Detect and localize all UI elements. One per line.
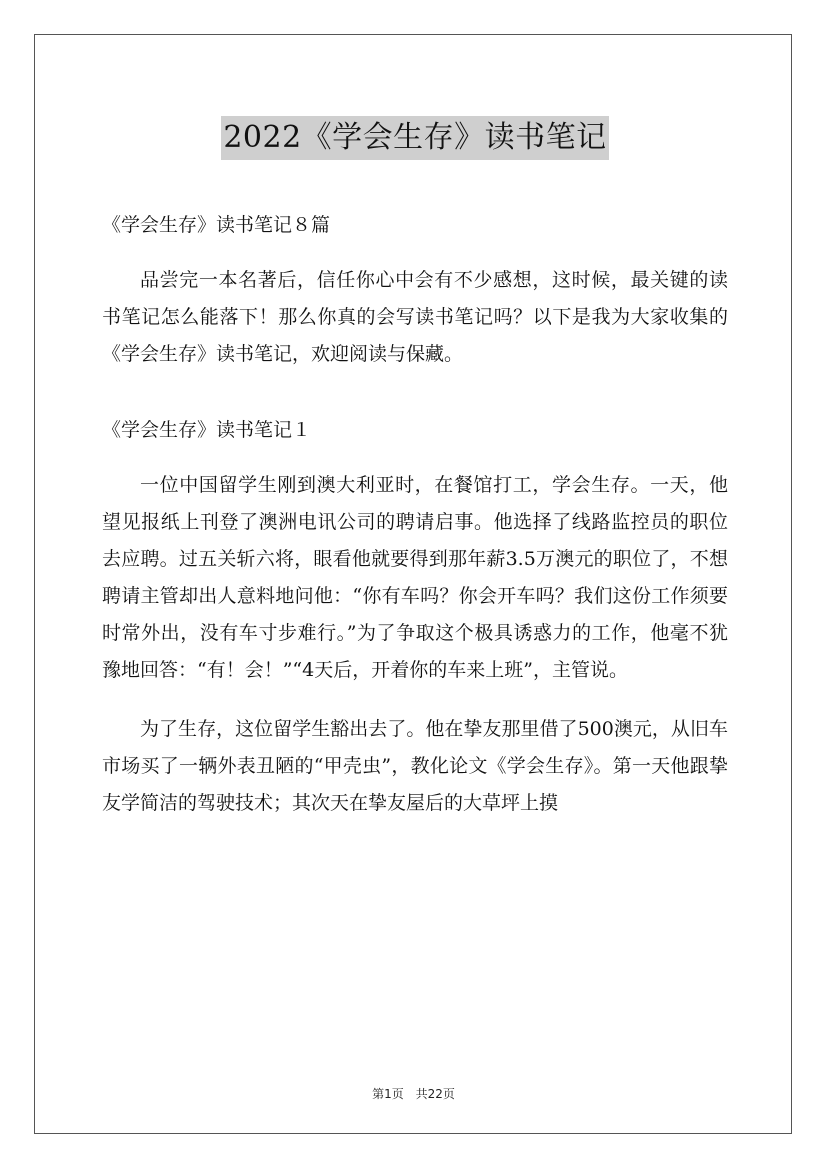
document-subtitle: 《学会生存》读书笔记８篇 <box>102 214 331 237</box>
page-number: 第1页 <box>372 1087 404 1101</box>
body-paragraph-1: 一位中国留学生刚到澳大利亚时，在餐馆打工，学会生存。一天，他望见报纸上刊登了澳洲电讯公司的聘请启事。他选择了线路监控员的职位去应聘。过五关斩六将，眼看他就要得到那年薪3.5万澳元的职位了，不想聘请主管却出人意料地问他：“你有车吗？你会开车吗？我们这份工作须要时常外出，没有车寸步难行。”为了争取这个极具诱惑力的工作，他毫不犹豫地回答：“有！会！”“4天后，开着你的车来上班”，主管说。 <box>102 474 728 682</box>
section-spacer <box>102 373 728 419</box>
intro-paragraph: 品尝完一本名著后，信任你心中会有不少感想，这时候，最关键的读书笔记怎么能落下！那么你真的会写读书笔记吗？以下是我为大家收集的《学会生存》读书笔记，欢迎阅读与保藏。 <box>102 269 728 366</box>
document-body <box>102 96 728 822</box>
section-heading: 《学会生存》读书笔记１ <box>102 419 312 442</box>
body-paragraph-2: 为了生存，这位留学生豁出去了。他在挚友那里借了500澳元，从旧车市场买了一辆外表丑陋的“甲壳虫”，教化论文《学会生存》。第一天他跟挚友学简洁的驾驶技术；其次天在挚友屋后的大草坪上摸 <box>102 718 728 815</box>
document-title: 2022《学会生存》读书笔记 <box>221 116 608 160</box>
page-footer <box>0 1085 827 1102</box>
page-total: 共22页 <box>415 1087 455 1101</box>
title-container <box>102 96 728 180</box>
